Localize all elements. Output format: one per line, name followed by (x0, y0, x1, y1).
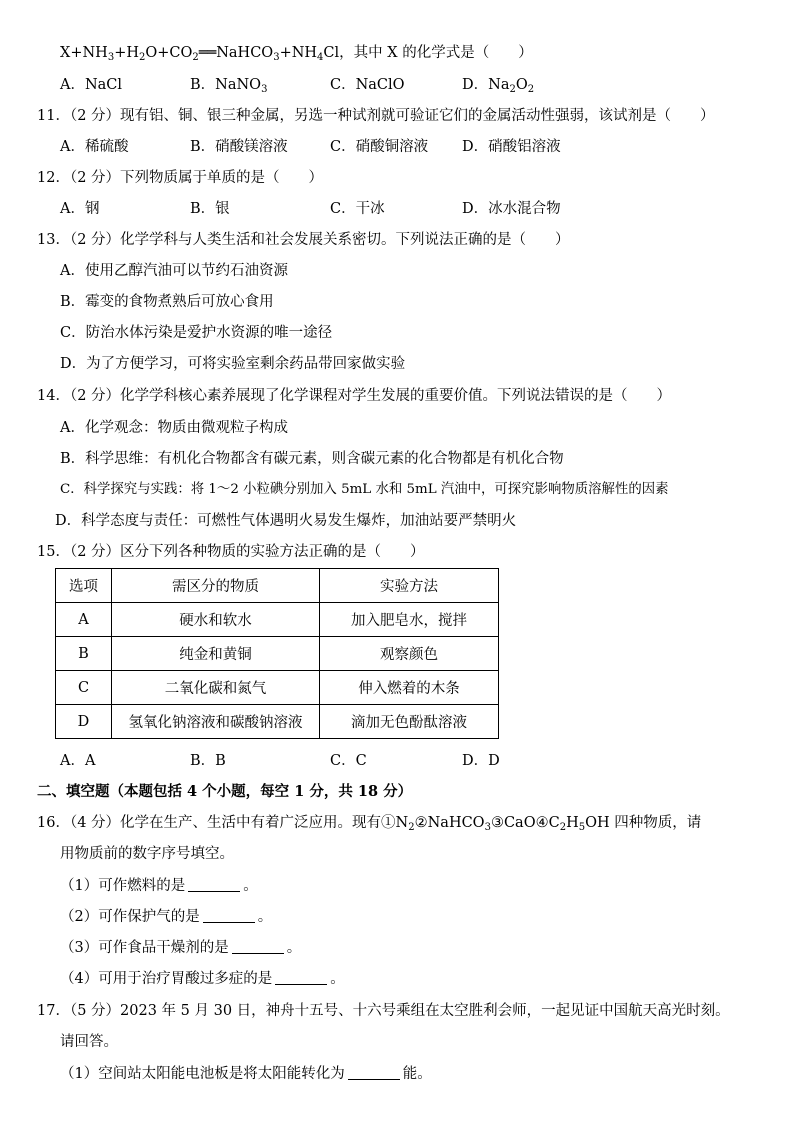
table-cell: 纯金和黄铜 (112, 637, 320, 671)
answer-blank[interactable] (348, 1065, 400, 1080)
answer-blank[interactable] (188, 877, 240, 892)
q15-table (55, 568, 499, 739)
q14-option-a: A．化学观念：物质由微观粒子构成 (60, 420, 288, 436)
q16-sub2: （2）可作保护气的是 。 (60, 909, 273, 925)
q16-sub4: （4）可用于治疗胃酸过多症的是 。 (60, 971, 345, 987)
q12-option-c: C．干冰 (330, 201, 385, 217)
q15-option-b: B．B (190, 753, 226, 769)
answer-blank[interactable] (232, 939, 284, 954)
q10-option-c: C．NaClO (330, 77, 405, 93)
q11-stem: 11．（2 分）现有铝、铜、银三种金属，另选一种试剂就可验证它们的金属活动性强弱，该试剂是（ ） (37, 108, 715, 124)
q15-option-d: D．D (462, 753, 500, 769)
q11-option-c: C．硝酸铜溶液 (330, 139, 429, 155)
table-cell: A (56, 603, 112, 637)
q17-stem-cont: 请回答。 (60, 1034, 118, 1050)
q12-stem: 12．（2 分）下列物质属于单质的是（ ） (37, 170, 324, 186)
table-header: 选项 (56, 569, 112, 603)
answer-blank[interactable] (275, 970, 327, 985)
q13-option-b: B．霉变的食物煮熟后可放心食用 (60, 294, 274, 310)
q15-option-c: C．C (330, 753, 367, 769)
q13-stem: 13．（2 分）化学学科与人类生活和社会发展关系密切。下列说法正确的是（ ） (37, 232, 570, 248)
table-cell: 加入肥皂水，搅拌 (320, 603, 499, 637)
q17-stem: 17．（5 分）2023 年 5 月 30 日，神舟十五号、十六号乘组在太空胜利会师，一起见证中国航天高光时刻。 (37, 1003, 730, 1019)
section-title: 二、填空题（本题包括 4 个小题，每空 1 分，共 18 分） (37, 783, 413, 800)
table-row (56, 671, 499, 705)
table-row (56, 705, 499, 739)
table-cell: 硬水和软水 (112, 603, 320, 637)
q11-option-b: B．硝酸镁溶液 (190, 139, 288, 155)
table-cell: 伸入燃着的木条 (320, 671, 499, 705)
q16-sub1: （1）可作燃料的是 。 (60, 878, 258, 894)
q10-option-b: B．NaNO$_3$ (190, 77, 268, 95)
q13-option-d: D．为了方便学习，可将实验室剩余药品带回家做实验 (60, 356, 406, 372)
answer-blank[interactable] (203, 908, 255, 923)
q10-option-d: D．$Na_2O_2$ (462, 77, 535, 95)
q17-sub1: （1）空间站太阳能电池板是将太阳能转化为 能。 (60, 1066, 432, 1082)
q16-stem: 16．（4 分）化学在生产、生活中有着广泛应用。现有$①N_2②NaHCO_3③CaO④C_2H_5OH$ 四种物质，请 (37, 815, 702, 833)
q14-option-c: C．科学探究与实践：将 1～2 小粒碘分别加入 5mL 水和 5mL 汽油中，可探究影响物质溶解性的因素 (60, 482, 669, 497)
q10-option-a: A．NaCl (60, 77, 123, 93)
q10-stem: $X+NH_3+H_2O+CO_2══NaHCO_3+NH_4Cl$，其中 X 的化学式是（ ） (60, 45, 533, 63)
q12-option-d: D．冰水混合物 (462, 201, 561, 217)
q15-stem: 15．（2 分）区分下列各种物质的实验方法正确的是（ ） (37, 544, 425, 560)
q16-stem-cont: 用物质前的数字序号填空。 (60, 846, 234, 862)
q14-stem: 14．（2 分）化学学科核心素养展现了化学课程对学生发展的重要价值。下列说法错误的是（ ） (37, 388, 672, 404)
table-cell: 观察颜色 (320, 637, 499, 671)
q11-option-a: A．稀硫酸 (60, 139, 129, 155)
q16-sub3: （3）可作食品干燥剂的是 。 (60, 940, 302, 956)
q13-option-a: A．使用乙醇汽油可以节约石油资源 (60, 263, 288, 279)
table-row (56, 637, 499, 671)
q14-option-d: D．科学态度与责任：可燃性气体遇明火易发生爆炸，加油站要严禁明火 (55, 513, 517, 529)
table-cell: 氢氧化钠溶液和碳酸钠溶液 (112, 705, 320, 739)
q14-option-b: B．科学思维：有机化合物都含有碳元素，则含碳元素的化合物都是有机化合物 (60, 451, 564, 467)
q15-option-a: A．A (60, 753, 96, 769)
table-row (56, 603, 499, 637)
q12-option-a: A．钢 (60, 201, 100, 217)
table-cell: C (56, 671, 112, 705)
table-cell: 滴加无色酚酞溶液 (320, 705, 499, 739)
table-cell: D (56, 705, 112, 739)
table-cell: B (56, 637, 112, 671)
q12-option-b: B．银 (190, 201, 230, 217)
table-header-row (56, 569, 499, 603)
table-cell: 二氧化碳和氮气 (112, 671, 320, 705)
q11-option-d: D．硝酸铝溶液 (462, 139, 561, 155)
table-header: 需区分的物质 (112, 569, 320, 603)
q13-option-c: C．防治水体污染是爱护水资源的唯一途径 (60, 325, 333, 341)
table-header: 实验方法 (320, 569, 499, 603)
